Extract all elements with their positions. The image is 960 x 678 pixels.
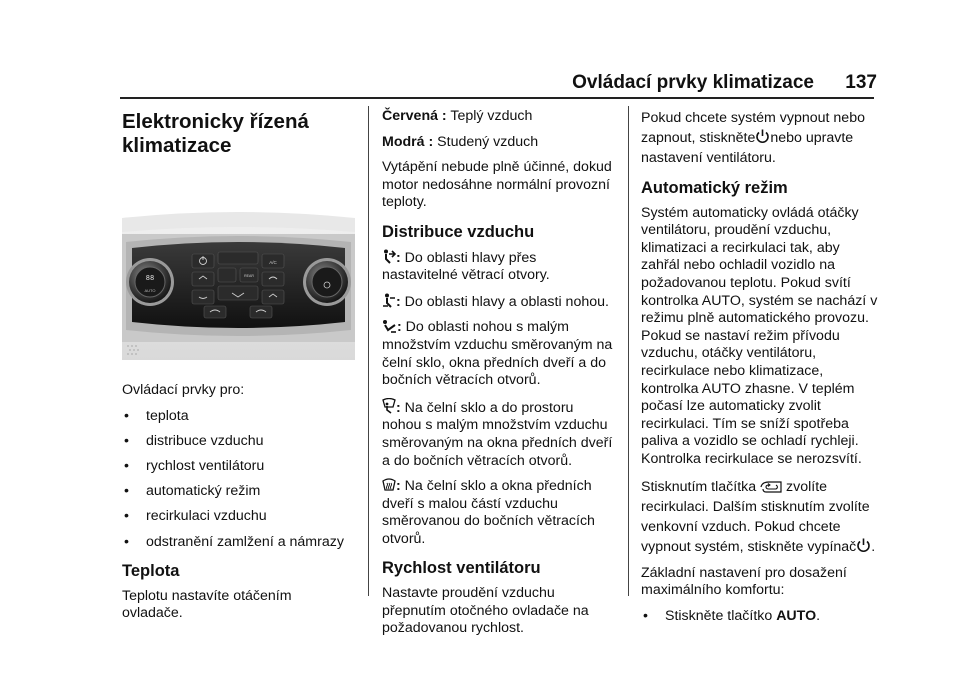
defog-mode-icon bbox=[382, 398, 396, 414]
power-icon bbox=[755, 129, 770, 144]
floor-mode-icon bbox=[382, 319, 397, 333]
vent-mode-icon bbox=[382, 249, 396, 264]
dist-item-defog: : Na čelní sklo a do prostoru nohou s malým množstvím vzduchu směrovaným na okna předních dveří a do bočních větracích otvorů. bbox=[382, 399, 613, 469]
bi-level-mode-icon bbox=[382, 293, 396, 308]
fan-heading: Rychlost ventilátoru bbox=[382, 559, 541, 578]
rear-button-label: REAR bbox=[244, 274, 254, 278]
recirculation-icon bbox=[760, 481, 782, 493]
column-3 bbox=[641, 108, 881, 633]
auto-text: Systém automaticky ovládá otáčky ventilátoru, proudění vzduchu, klimatizaci a recirkulaci tak, aby zahřál nebo ochladil vozidlo na požadovanou teplotu. Pokud svítí kontrolka AUTO, systém se nachází v režimu plně automatického provozu. Pokud se nastaví režim přívodu vzduchu, otáčky ventilátoru, recirkulace nebo klimatizace, kontrolka AUTO zhasne. V teplém počasí lze automaticky zvolit recirkulaci. Tím se sníží spotřeba paliva a vozidlo se ochladí rychleji. Kontrolka recirkulace se nerozsvítí. bbox=[641, 204, 878, 467]
page-header-title: Ovládací prvky klimatizace bbox=[572, 72, 814, 93]
dist-item-defrost: : Na čelní sklo a okna předních dveří s malou částí vzduchu směrovanou do bočních větracích otvorů. bbox=[382, 478, 595, 547]
red-label: Červená : bbox=[382, 108, 447, 124]
blue-text: Studený vzduch bbox=[433, 133, 539, 150]
dist-item-vent: : Do oblasti hlavy přes nastavitelné větrací otvory. bbox=[382, 249, 550, 284]
column-1 bbox=[122, 108, 356, 631]
header-rule bbox=[120, 97, 874, 99]
auto-heading: Automatický režim bbox=[641, 179, 788, 197]
controls-list bbox=[122, 408, 356, 552]
list-item: • rychlost ventilátoru bbox=[122, 458, 356, 476]
section-heading: Elektronicky řízená klimatizace bbox=[122, 110, 309, 157]
list-item: • recirkulaci vzduchu bbox=[122, 508, 356, 526]
defrost-mode-icon bbox=[382, 478, 396, 492]
power-icon bbox=[856, 538, 871, 553]
heating-note: Vytápění nebude plně účinné, dokud motor nedosáhne normální provozní teploty. bbox=[382, 159, 612, 211]
blue-label: Modrá : bbox=[382, 133, 434, 150]
column-2 bbox=[382, 108, 614, 646]
controls-intro: Ovládací prvky pro: bbox=[122, 382, 245, 398]
fan-text: Nastavte proudění vzduchu přepnutím otočného ovladače na požadovanou rychlost. bbox=[382, 585, 589, 637]
teplota-text: Teplotu nastavíte otáčením ovladače. bbox=[122, 587, 292, 622]
column-divider-1 bbox=[368, 106, 369, 596]
distribution-heading: Distribuce vzduchu bbox=[382, 222, 535, 241]
ac-button-label: A/C bbox=[269, 260, 277, 265]
list-item: • Stiskněte tlačítko AUTO. bbox=[641, 608, 881, 626]
basic-settings-text: Základní nastavení pro dosažení maximálního komfortu: bbox=[641, 564, 847, 599]
page-number: 137 bbox=[845, 72, 877, 93]
blue-line bbox=[382, 134, 614, 152]
climate-control-panel-photo bbox=[122, 192, 355, 360]
red-line bbox=[382, 108, 614, 126]
teplota-heading: Teplota bbox=[122, 562, 180, 581]
left-knob-auto-label: AUTO bbox=[144, 288, 156, 293]
list-item: • odstranění zamlžení a námrazy bbox=[122, 534, 356, 552]
list-item: • distribuce vzduchu bbox=[122, 433, 356, 451]
dist-item-floor: : Do oblasti nohou s malým množstvím vzduchu směrovaným na čelní sklo, okna předních dveří a do bočních větracích otvorů. bbox=[382, 319, 613, 389]
left-knob-display: 88 bbox=[145, 274, 155, 282]
basic-settings-list bbox=[641, 608, 881, 626]
off-instruction: Pokud chcete systém vypnout nebo zapnout, stiskněte nebo upravte nastavení ventilátoru. bbox=[641, 110, 865, 166]
column-divider-2 bbox=[628, 106, 629, 596]
list-item: • automatický režim bbox=[122, 483, 356, 501]
recirc-instruction: Stisknutím tlačítka zvolíte recirkulaci. Dalším stisknutím zvolíte venkovní vzduch. Pokud chcete vypnout systém, stiskněte vypínač . bbox=[641, 478, 876, 555]
red-text: Teplý vzduch bbox=[446, 108, 533, 124]
list-item: • teplota bbox=[122, 408, 356, 426]
dist-item-bilevel: : Do oblasti hlavy a oblasti nohou. bbox=[382, 293, 614, 312]
